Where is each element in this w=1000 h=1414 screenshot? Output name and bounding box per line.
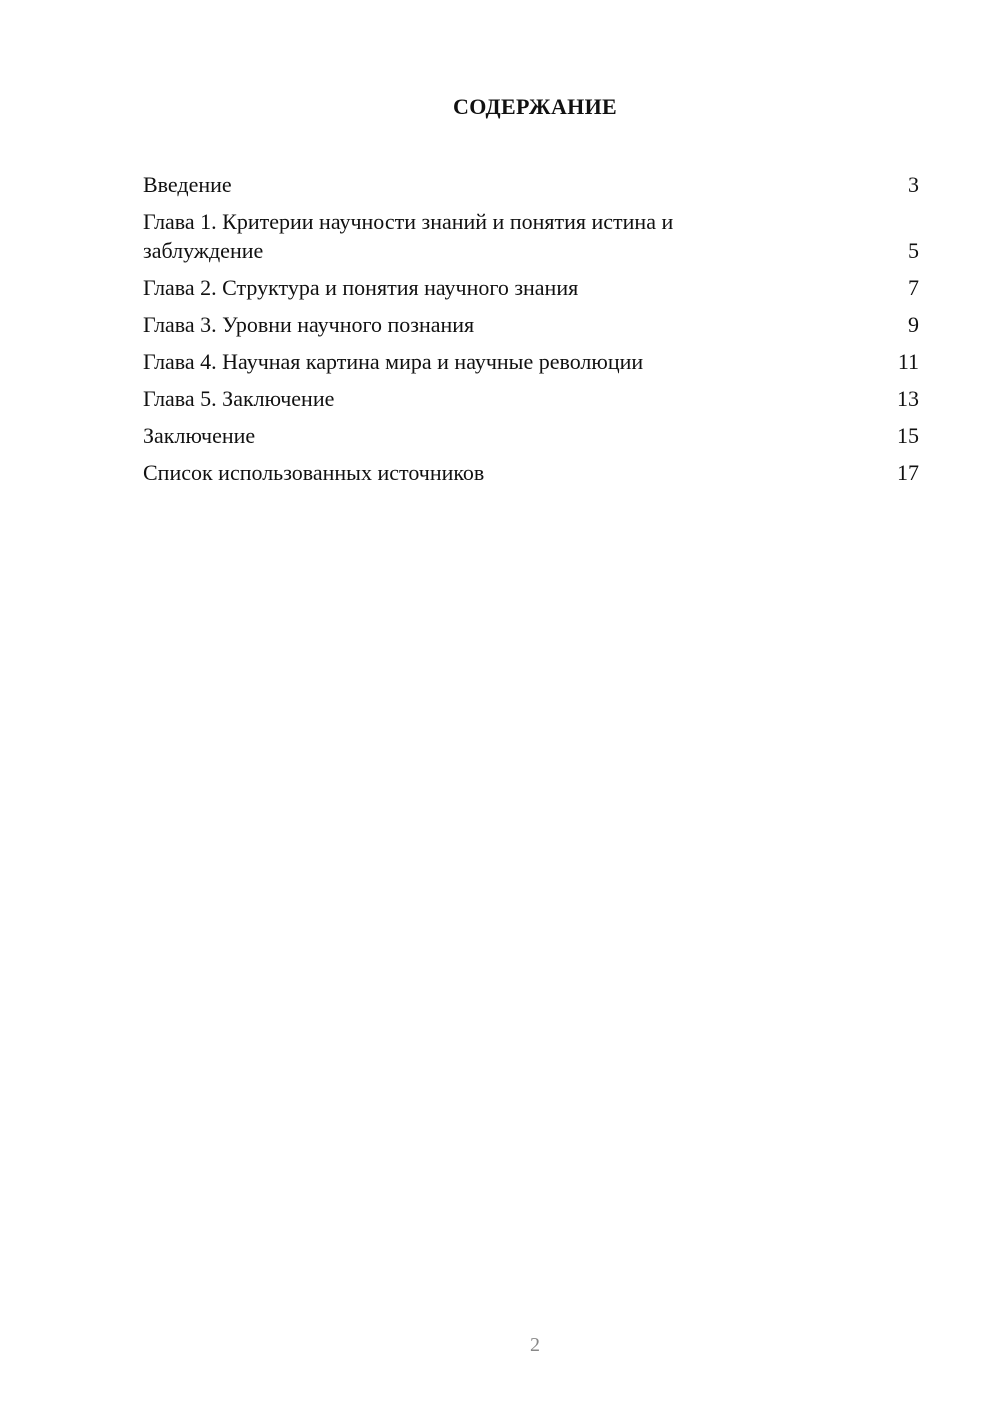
toc-entry-label: Глава 1. Критерии научности знаний и понятия истина и заблуждение <box>143 209 674 263</box>
toc-entry[interactable] <box>143 310 919 339</box>
toc-entry-page: 15 <box>897 423 919 448</box>
toc-entry-label: Глава 3. Уровни научного познания <box>143 312 475 337</box>
toc-entry-page: 11 <box>897 349 919 374</box>
table-of-contents <box>143 170 919 495</box>
toc-entry-page: 9 <box>908 312 919 337</box>
toc-entry[interactable] <box>143 170 919 199</box>
toc-entry[interactable] <box>143 384 919 413</box>
toc-entry[interactable] <box>143 421 919 450</box>
toc-entry[interactable] <box>143 347 919 376</box>
toc-entry-label: Заключение <box>143 423 256 448</box>
page-number: 2 <box>530 1334 540 1356</box>
toc-entry-label: Глава 4. Научная картина мира и научные революции <box>143 349 644 374</box>
toc-entry-page: 17 <box>897 460 919 485</box>
toc-entry-label: Глава 2. Структура и понятия научного знания <box>143 275 579 300</box>
toc-entry-page: 7 <box>908 275 919 300</box>
toc-entry-page: 13 <box>897 386 919 411</box>
toc-entry-label: Список использованных источников <box>143 460 485 485</box>
toc-entry-label: Глава 5. Заключение <box>143 386 335 411</box>
toc-entry-label: Введение <box>143 172 232 197</box>
toc-entry[interactable] <box>143 273 919 302</box>
toc-entry[interactable] <box>143 458 919 487</box>
toc-entry-page: 5 <box>908 238 919 263</box>
toc-entry-page: 3 <box>908 172 919 197</box>
page-title: СОДЕРЖАНИЕ <box>453 94 617 119</box>
toc-entry[interactable] <box>143 207 919 265</box>
